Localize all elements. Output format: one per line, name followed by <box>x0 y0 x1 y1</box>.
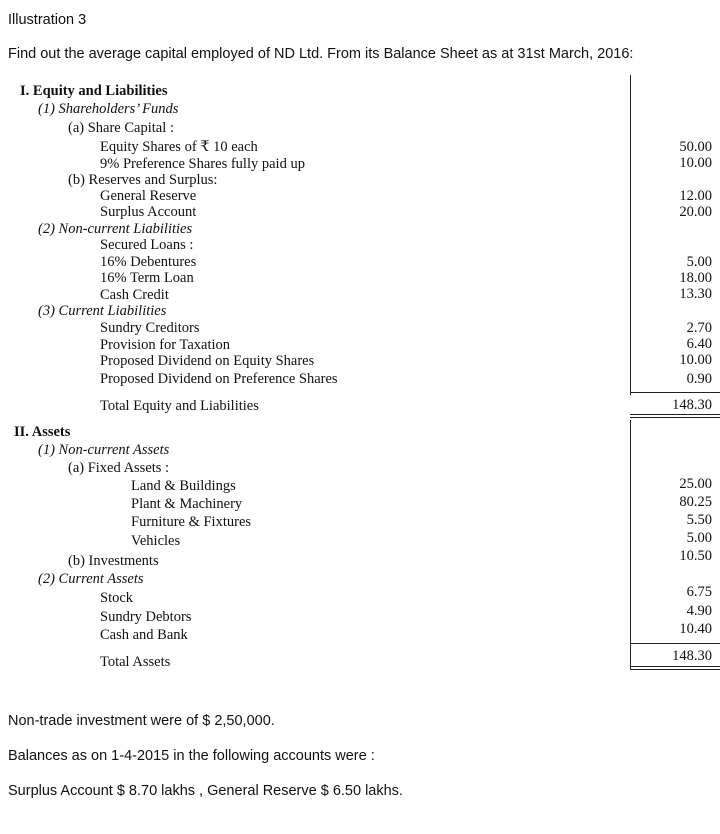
pref-shares-label: 9% Preference Shares fully paid up <box>100 156 305 172</box>
equity-shares-label: Equity Shares of ₹ 10 each <box>100 139 258 155</box>
surplus-label: Surplus Account <box>100 204 197 220</box>
plant-label: Plant & Machinery <box>131 496 243 512</box>
tax-label: Provision for Taxation <box>100 337 231 353</box>
equity-shares-amount: 50.00 <box>679 139 712 155</box>
reserves-label: (b) Reserves and Surplus: <box>68 172 218 188</box>
total-assets-amount: 148.30 <box>672 648 712 664</box>
note-balances-values: Surplus Account $ 8.70 lakhs , General Reserve $ 6.50 lakhs. <box>8 783 403 799</box>
debentures-label: 16% Debentures <box>100 254 197 270</box>
illustration-title: Illustration 3 <box>8 12 87 28</box>
investments-amount: 10.50 <box>679 548 712 564</box>
note-balances-heading: Balances as on 1-4-2015 in the following accounts were : <box>8 748 375 764</box>
div-equity-label: Proposed Dividend on Equity Shares <box>100 353 315 369</box>
furniture-amount: 5.50 <box>686 512 712 528</box>
investments-label: (b) Investments <box>68 553 159 569</box>
debentures-amount: 5.00 <box>686 254 712 270</box>
assets-total-rule-bottom <box>630 666 720 667</box>
assets-column-rule <box>630 420 631 645</box>
term-loan-amount: 18.00 <box>679 270 712 286</box>
total-liabilities-label: Total Equity and Liabilities <box>100 398 259 414</box>
secured-loans-label: Secured Loans : <box>100 237 194 253</box>
land-amount: 25.00 <box>679 476 712 492</box>
assets-total-column-rule <box>630 643 631 669</box>
plant-amount: 80.25 <box>679 494 712 510</box>
term-loan-label: 16% Term Loan <box>100 270 194 286</box>
assets-heading: II. Assets <box>14 424 71 440</box>
cash-credit-amount: 13.30 <box>679 286 712 302</box>
general-reserve-label: General Reserve <box>100 188 197 204</box>
assets-total-rule-top <box>630 643 720 644</box>
total-liabilities-amount: 148.30 <box>672 397 712 413</box>
shareholders-funds-label: (1) Shareholders’ Funds <box>38 101 179 117</box>
current-liabilities-label: (3) Current Liabilities <box>38 303 167 319</box>
total-assets-label: Total Assets <box>100 654 171 670</box>
total-rule-top <box>630 392 720 393</box>
cash-label: Cash and Bank <box>100 627 188 643</box>
debtors-amount: 4.90 <box>686 603 712 619</box>
total-rule-bottom <box>630 414 720 415</box>
land-label: Land & Buildings <box>131 478 236 494</box>
note-non-trade-investment: Non-trade investment were of $ 2,50,000. <box>8 713 275 729</box>
div-pref-amount: 0.90 <box>686 371 712 387</box>
general-reserve-amount: 12.00 <box>679 188 712 204</box>
vehicles-amount: 5.00 <box>686 530 712 546</box>
question-text: Find out the average capital employed of ND Ltd. From its Balance Sheet as at 31st March, 2016: <box>8 46 634 62</box>
stock-amount: 6.75 <box>686 584 712 600</box>
furniture-label: Furniture & Fixtures <box>131 514 252 530</box>
cash-amount: 10.40 <box>679 621 712 637</box>
div-equity-amount: 10.00 <box>679 352 712 368</box>
creditors-amount: 2.70 <box>686 320 712 336</box>
current-assets-label: (2) Current Assets <box>38 571 144 587</box>
share-capital-label: (a) Share Capital : <box>68 120 174 136</box>
assets-total-rule-double <box>630 669 720 670</box>
total-rule-double <box>630 417 720 418</box>
non-current-assets-label: (1) Non-current Assets <box>38 442 170 458</box>
vehicles-label: Vehicles <box>131 533 181 549</box>
fixed-assets-label: (a) Fixed Assets : <box>68 460 170 476</box>
pref-shares-amount: 10.00 <box>679 155 712 171</box>
debtors-label: Sundry Debtors <box>100 609 192 625</box>
cash-credit-label: Cash Credit <box>100 287 169 303</box>
surplus-amount: 20.00 <box>679 204 712 220</box>
amount-column-rule <box>630 75 631 395</box>
equity-liabilities-heading: I. Equity and Liabilities <box>20 83 168 99</box>
non-current-liabilities-label: (2) Non-current Liabilities <box>38 221 193 237</box>
creditors-label: Sundry Creditors <box>100 320 200 336</box>
tax-amount: 6.40 <box>686 336 712 352</box>
div-pref-label: Proposed Dividend on Preference Shares <box>100 371 338 387</box>
stock-label: Stock <box>100 590 134 606</box>
